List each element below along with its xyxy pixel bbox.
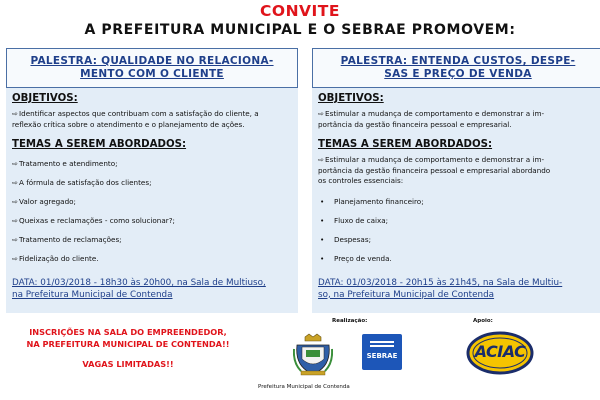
arrow-right-icon: ⇨ [12, 178, 19, 187]
sebrae-logo-stripe [370, 345, 394, 347]
arrow-right-icon: ⇨ [12, 159, 19, 168]
realizacao-label: Realização: [332, 318, 368, 324]
right-heading-line1: PALESTRA: ENTENDA CUSTOS, DESPE- [340, 55, 576, 67]
arrow-right-icon: ⇨ [12, 235, 19, 244]
arrow-right-icon: ⇨ [318, 155, 325, 164]
registration-line2: NA PREFEITURA MUNICIPAL DE CONTENDA!! [26, 339, 230, 349]
prefeitura-caption: Prefeitura Municipal de Contenda [258, 384, 350, 390]
left-heading [6, 48, 298, 88]
aciac-logo-text: ACIAC [474, 342, 526, 361]
left-objectives-line2: reflexão crítica sobre o atendimento e o planejamento de ações. [12, 119, 245, 129]
right-topics-label: TEMAS A SEREM ABORDADOS: [318, 139, 493, 150]
right-date [318, 278, 600, 301]
right-objectives-line1: Estimular a mudança de comportamento e demonstrar a im- [325, 109, 545, 118]
left-column [6, 48, 298, 313]
arrow-right-icon: ⇨ [318, 109, 325, 118]
list-item: ⇨A fórmula de satisfação dos clientes; [12, 178, 152, 187]
right-topics-line3: os controles essenciais: [318, 176, 404, 185]
aciac-logo [466, 330, 534, 376]
page-title: CONVITE [260, 2, 340, 20]
arrow-right-icon: ⇨ [12, 197, 19, 206]
sebrae-logo [362, 334, 402, 370]
bullet-icon: • [320, 197, 325, 206]
left-date [12, 278, 297, 301]
right-objectives-label: OBJETIVOS: [318, 93, 384, 104]
prefeitura-coat-of-arms-logo [293, 333, 333, 377]
right-column [312, 48, 600, 313]
left-topics-label: TEMAS A SEREM ABORDADOS: [12, 139, 187, 150]
apoio-label: Apoio: [473, 318, 493, 324]
arrow-right-icon: ⇨ [12, 109, 19, 118]
list-item: Planejamento financeiro; [334, 197, 424, 206]
left-heading-line1: PALESTRA: QUALIDADE NO RELACIONA- [30, 55, 274, 67]
right-objectives-line2: portância da gestão financeira pessoal e empresarial. [318, 119, 512, 129]
list-item: ⇨Tratamento e atendimento; [12, 159, 118, 168]
right-date-line2: so, na Prefeitura Municipal de Contenda [318, 289, 495, 300]
left-heading-line2: MENTO COM O CLIENTE [80, 68, 224, 80]
registration-line1: INSCRIÇÕES NA SALA DO EMPREENDEDOR, [29, 327, 227, 337]
left-objectives-line1: Identificar aspectos que contribuam com a satisfação do cliente, a [19, 109, 259, 118]
bullet-icon: • [320, 235, 325, 244]
list-item: Despesas; [334, 235, 372, 244]
right-date-line1: DATA: 01/03/2018 - 20h15 às 21h45, na Sala de Multiu- [318, 278, 563, 288]
list-item: ⇨Fidelização do cliente. [12, 254, 99, 263]
list-item: Fluxo de caixa; [334, 216, 389, 225]
right-topics-line1: Estimular a mudança de comportamento e demonstrar a im- [325, 155, 545, 164]
limited-spots: VAGAS LIMITADAS!! [82, 359, 174, 369]
right-topics-line2: portância da gestão financeira pessoal e empresarial abordando [318, 165, 551, 175]
left-date-line2: na Prefeitura Municipal de Contenda [12, 289, 173, 300]
arrow-right-icon: ⇨ [12, 254, 19, 263]
sebrae-logo-stripe [370, 341, 394, 343]
left-objectives-text [12, 109, 294, 130]
list-item: Preço de venda. [334, 254, 392, 263]
right-heading-line2: SAS E PREÇO DE VENDA [384, 68, 532, 80]
list-item: ⇨Queixas e reclamações - como solucionar?; [12, 216, 175, 225]
right-objectives-text [318, 109, 600, 130]
list-item: ⇨Tratamento de reclamações; [12, 235, 122, 244]
left-date-line1: DATA: 01/03/2018 - 18h30 às 20h00, na Sala de Multiuso, [12, 278, 266, 288]
bullet-icon: • [320, 254, 325, 263]
left-objectives-label: OBJETIVOS: [12, 93, 78, 104]
right-heading [312, 48, 600, 88]
right-topics-text [318, 155, 600, 187]
bullet-icon: • [320, 216, 325, 225]
sebrae-logo-text: SEBRAE [366, 352, 398, 360]
list-item: ⇨Valor agregado; [12, 197, 76, 206]
arrow-right-icon: ⇨ [12, 216, 19, 225]
page-subtitle: A PREFEITURA MUNICIPAL E O SEBRAE PROMOVEM: [84, 22, 516, 38]
